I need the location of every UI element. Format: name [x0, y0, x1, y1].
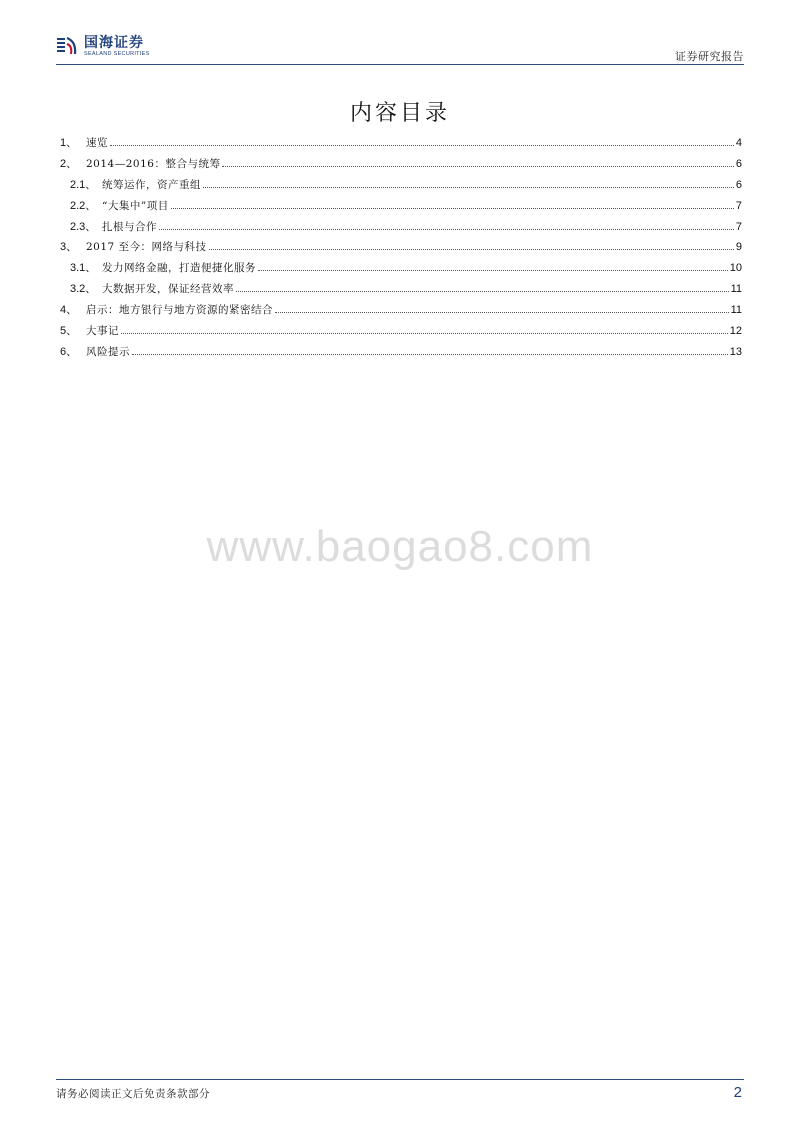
toc-entry-label: 2017 至今：网络与科技	[86, 241, 207, 254]
toc-entry-number: 3.2、	[70, 283, 97, 296]
toc-entry-page: 11	[730, 304, 742, 317]
toc-dot-leader	[121, 333, 728, 334]
toc-entry[interactable]	[60, 217, 742, 238]
toc-entry-label: 扎根与合作	[102, 220, 157, 233]
toc-dot-leader	[110, 145, 734, 146]
toc-dot-leader	[222, 166, 733, 167]
toc-title: 内容目录	[349, 101, 450, 126]
toc-entry[interactable]	[60, 258, 742, 279]
table-of-contents	[60, 133, 742, 363]
toc-entry[interactable]	[60, 279, 742, 300]
toc-entry-label: 统筹运作，资产重组	[102, 178, 201, 191]
toc-entry-number: 6、	[60, 345, 78, 358]
company-logo	[56, 36, 150, 62]
page-number: 2	[733, 1084, 742, 1101]
toc-entry-number: 2.3、	[70, 220, 97, 233]
toc-entry[interactable]	[60, 342, 742, 363]
toc-entry-number: 5、	[60, 325, 78, 338]
toc-entry-page: 9	[735, 241, 742, 254]
toc-entry-number: 3、	[60, 241, 78, 254]
toc-entry[interactable]	[60, 237, 742, 258]
toc-entry[interactable]	[60, 196, 742, 217]
toc-dot-leader	[159, 229, 734, 230]
toc-entry-page: 13	[729, 345, 742, 358]
logo-english-name: SEALAND SECURITIES	[84, 51, 150, 57]
toc-entry[interactable]	[60, 321, 742, 342]
report-type-label: 证券研究报告	[675, 50, 744, 63]
toc-entry-page: 6	[735, 157, 742, 170]
toc-entry-page: 7	[735, 220, 742, 233]
toc-entry-number: 1、	[60, 137, 78, 149]
toc-entry[interactable]	[60, 154, 742, 175]
toc-entry-number: 3.1、	[70, 262, 97, 275]
toc-entry-label: 大数据开发，保证经营效率	[102, 283, 234, 296]
toc-dot-leader	[275, 312, 729, 313]
toc-entry-label: 2014—2016：整合与统筹	[86, 157, 221, 170]
watermark: www.baogao8.com	[206, 522, 594, 571]
toc-entry-page: 12	[729, 325, 742, 338]
toc-entry-page: 4	[735, 137, 742, 149]
toc-entry-label: 风险提示	[86, 345, 130, 358]
toc-dot-leader	[203, 187, 734, 188]
toc-entry-page: 11	[730, 283, 742, 296]
toc-entry-label: 发力网络金融，打造便捷化服务	[102, 262, 256, 275]
toc-entry-number: 2.2、	[70, 199, 97, 212]
footer-divider	[56, 1079, 744, 1080]
toc-dot-leader	[171, 208, 734, 209]
toc-dot-leader	[132, 354, 728, 355]
sealand-logo-icon	[56, 36, 78, 56]
toc-dot-leader	[236, 291, 729, 292]
toc-dot-leader	[258, 270, 728, 271]
toc-entry-label: 速览	[86, 137, 108, 149]
footer-disclaimer: 请务必阅读正文后免责条款部分	[56, 1088, 210, 1100]
toc-entry-page: 6	[735, 178, 742, 191]
toc-entry-label: “大集中”项目	[102, 199, 169, 212]
toc-entry-label: 大事记	[86, 325, 119, 338]
toc-entry[interactable]	[60, 133, 742, 154]
toc-entry[interactable]	[60, 175, 742, 196]
toc-dot-leader	[209, 249, 734, 250]
toc-entry-page: 7	[735, 199, 742, 212]
header-divider	[56, 64, 744, 65]
toc-entry-number: 2.1、	[70, 178, 97, 191]
page-header	[56, 30, 744, 64]
toc-entry[interactable]	[60, 300, 742, 321]
toc-entry-label: 启示：地方银行与地方资源的紧密结合	[86, 304, 273, 317]
logo-chinese-name: 国海证券	[84, 35, 144, 51]
toc-entry-number: 4、	[60, 304, 78, 317]
toc-entry-number: 2、	[60, 157, 78, 170]
toc-entry-page: 10	[729, 262, 742, 275]
